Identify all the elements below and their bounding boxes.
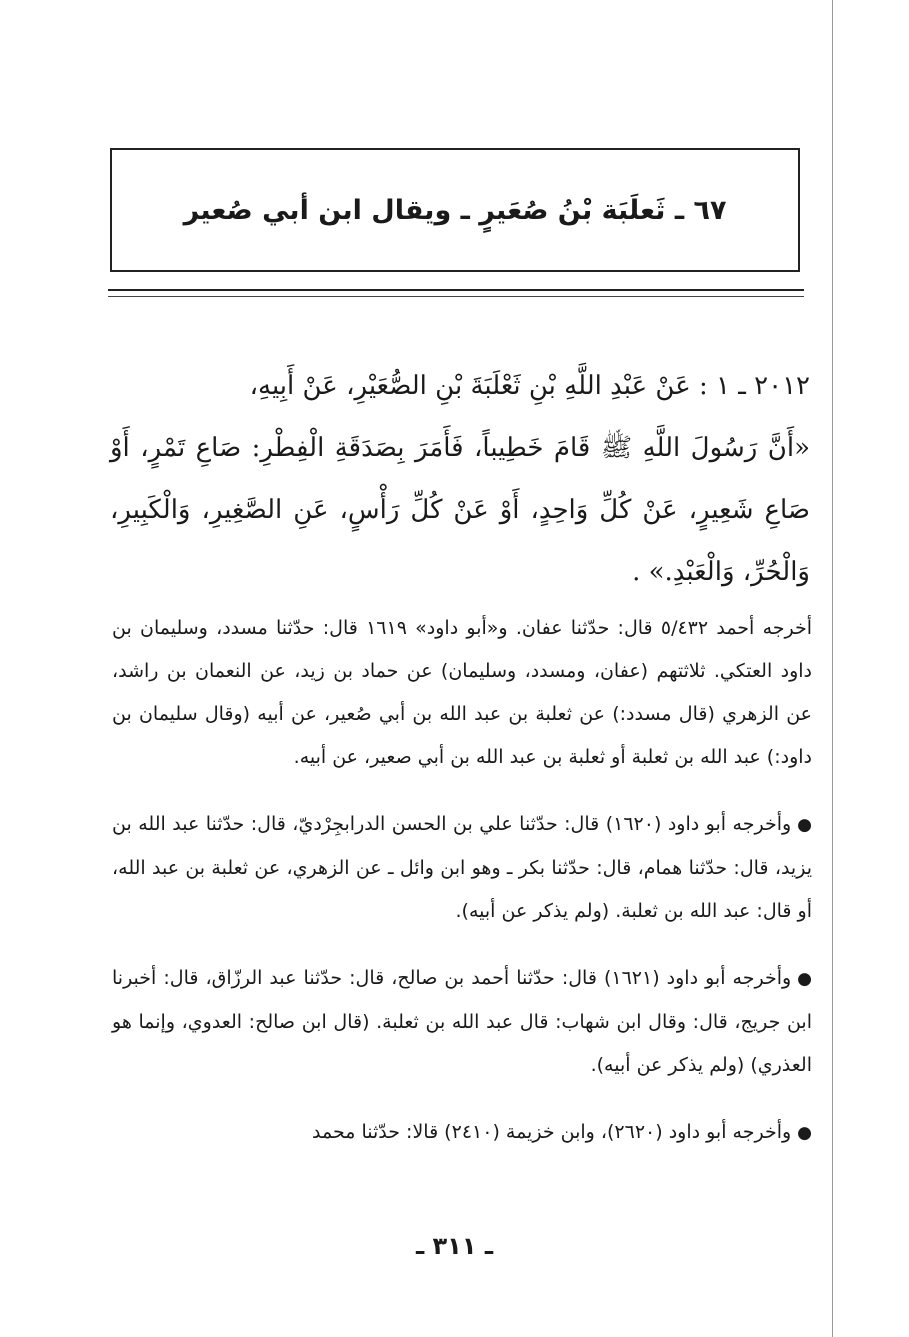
takhrij-paragraph-text: وأخرجه أبو داود (١٦٢٠) قال: حدّثنا علي بن الحسن الدرابجِرْديّ، قال: حدّثنا عبد الله بن يزيد، قال: حدّثنا همام، قال: حدّثنا بكر ـ وهو ابن وائل ـ عن الزهري، عن ثعلبة بن عبد الله، أو قال: عبد الله بن ثعلبة. (ولم يذكر عن أبيه). <box>112 813 812 922</box>
hadith-matn: «أَنَّ رَسُولَ اللَّهِ ﷺ قَامَ خَطِيباً، فَأَمَرَ بِصَدَقَةِ الْفِطْرِ: صَاعِ تَمْرٍ، أَوْ صَاعِ شَعِيرٍ، عَنْ كُلِّ وَاحِدٍ، أَوْ عَنْ كُلِّ رَأْسٍ، عَنِ الصَّغِيرِ، وَالْكَبِيرِ، وَالْحُرِّ، وَالْعَبْدِ.» . <box>110 433 810 587</box>
takhrij-paragraph-text: وأخرجه أبو داود (١٦٢١) قال: حدّثنا أحمد بن صالح، قال: حدّثنا عبد الرزّاق، قال: أخبرنا ابن جريج، قال: وقال ابن شهاب: قال عبد الله بن ثعلبة. (قال ابن صالح: العدوي، وإنما هو العذري) (ولم يذكر عن أبيه). <box>112 967 812 1076</box>
takhrij-paragraph <box>112 957 812 1087</box>
page-binding-line <box>832 0 833 1337</box>
hadith-text <box>110 355 810 603</box>
takhrij-paragraph <box>112 1111 812 1155</box>
takhrij-section <box>112 607 812 1179</box>
bullet-icon: ● <box>797 1123 812 1143</box>
chapter-title-box <box>110 148 800 272</box>
takhrij-paragraph: أخرجه أحمد ٥/٤٣٢ قال: حدّثنا عفان. و«أبو داود» ١٦١٩ قال: حدّثنا مسدد، وسليمان بن داود العتكي. ثلاثتهم (عفان، ومسدد، وسليمان) عن حماد بن زيد، عن النعمان بن راشد، عن الزهري (قال مسدد:) عن ثعلبة بن عبد الله بن أبي صُعير، عن أبيه (وقال سليمان بن داود:) عبد الله بن ثعلبة أو ثعلبة بن عبد الله بن أبي صعير، عن أبيه. <box>112 617 813 768</box>
bullet-icon: ● <box>797 815 812 835</box>
hadith-isnad: ٢٠١٢ ـ ١ : عَنْ عَبْدِ اللَّهِ بْنِ ثَعْلَبَةَ بْنِ الصُّعَيْرِ، عَنْ أَبِيهِ، <box>249 371 810 401</box>
page-number: ـ ٣١١ ـ <box>415 1232 494 1260</box>
section-divider-thin <box>108 296 804 297</box>
section-divider-thick <box>108 289 804 291</box>
takhrij-paragraph <box>112 803 812 933</box>
chapter-title: ٦٧ ـ ثَعلَبَة بْنُ صُعَيرٍ ـ ويقال ابن أبي صُعير <box>183 194 727 226</box>
bullet-icon: ● <box>797 969 812 989</box>
takhrij-paragraph-text: وأخرجه أبو داود (٢٦٢٠)، وابن خزيمة (٢٤١٠) قالا: حدّثنا محمد <box>312 1121 792 1143</box>
